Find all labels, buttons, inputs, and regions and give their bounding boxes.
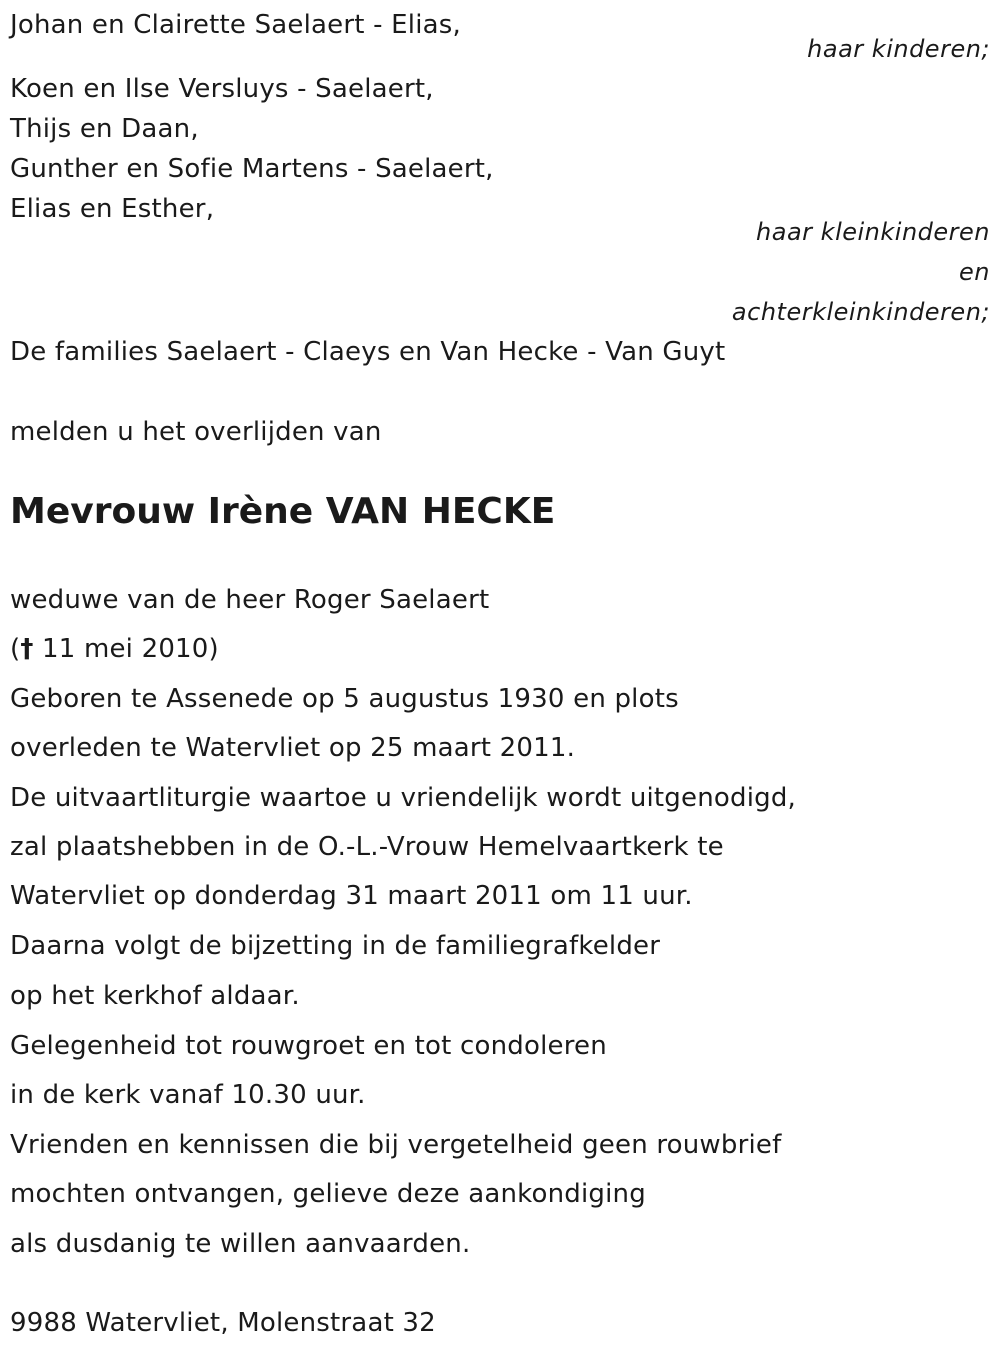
- body-line-5: Watervliet op donderdag 31 maart 2011 om 11 uur.: [10, 881, 693, 911]
- body-line-3: De uitvaartliturgie waartoe u vriendelijk wordt uitgenodigd,: [10, 783, 796, 813]
- paren-open: (: [10, 634, 21, 664]
- children-label: haar kinderen;: [807, 35, 990, 63]
- deceased-name: Mevrouw Irène VAN HECKE: [10, 491, 556, 532]
- body-line-4: zal plaatshebben in de O.-L.-Vrouw Hemelvaartkerk te: [10, 832, 724, 862]
- body-line-2: overleden te Watervliet op 25 maart 2011.: [10, 733, 576, 763]
- body-line-8: Gelegenheid tot rouwgroet en tot condoleren: [10, 1031, 607, 1061]
- cross-icon: †: [20, 634, 34, 664]
- grandchild-line-4: Elias en Esther,: [10, 194, 215, 224]
- address: 9988 Watervliet, Molenstraat 32: [10, 1308, 436, 1338]
- spouse-death-line: [10, 632, 219, 666]
- body-line-7: op het kerkhof aldaar.: [10, 981, 300, 1011]
- children-line: Johan en Clairette Saelaert - Elias,: [10, 10, 461, 40]
- body-line-10: Vrienden en kennissen die bij vergetelheid geen rouwbrief: [10, 1130, 782, 1160]
- widow-line: weduwe van de heer Roger Saelaert: [10, 585, 490, 615]
- body-line-1: Geboren te Assenede op 5 augustus 1930 en plots: [10, 684, 679, 714]
- spouse-death-date: 11 mei 2010): [33, 634, 219, 664]
- announcement-intro: melden u het overlijden van: [10, 417, 382, 447]
- body-line-9: in de kerk vanaf 10.30 uur.: [10, 1080, 366, 1110]
- grandchild-line-1: Koen en Ilse Versluys - Saelaert,: [10, 74, 434, 104]
- grandchildren-label-2: en: [959, 258, 990, 286]
- body-line-12: als dusdanig te willen aanvaarden.: [10, 1229, 471, 1259]
- grandchild-line-2: Thijs en Daan,: [10, 114, 199, 144]
- grandchildren-label-3: achterkleinkinderen;: [731, 298, 990, 326]
- families-line: De families Saelaert - Claeys en Van Hecke - Van Guyt: [10, 337, 726, 367]
- grandchild-line-3: Gunther en Sofie Martens - Saelaert,: [10, 154, 494, 184]
- grandchildren-label-1: haar kleinkinderen: [756, 218, 990, 246]
- body-line-11: mochten ontvangen, gelieve deze aankondiging: [10, 1179, 646, 1209]
- body-line-6: Daarna volgt de bijzetting in de familiegrafkelder: [10, 931, 661, 961]
